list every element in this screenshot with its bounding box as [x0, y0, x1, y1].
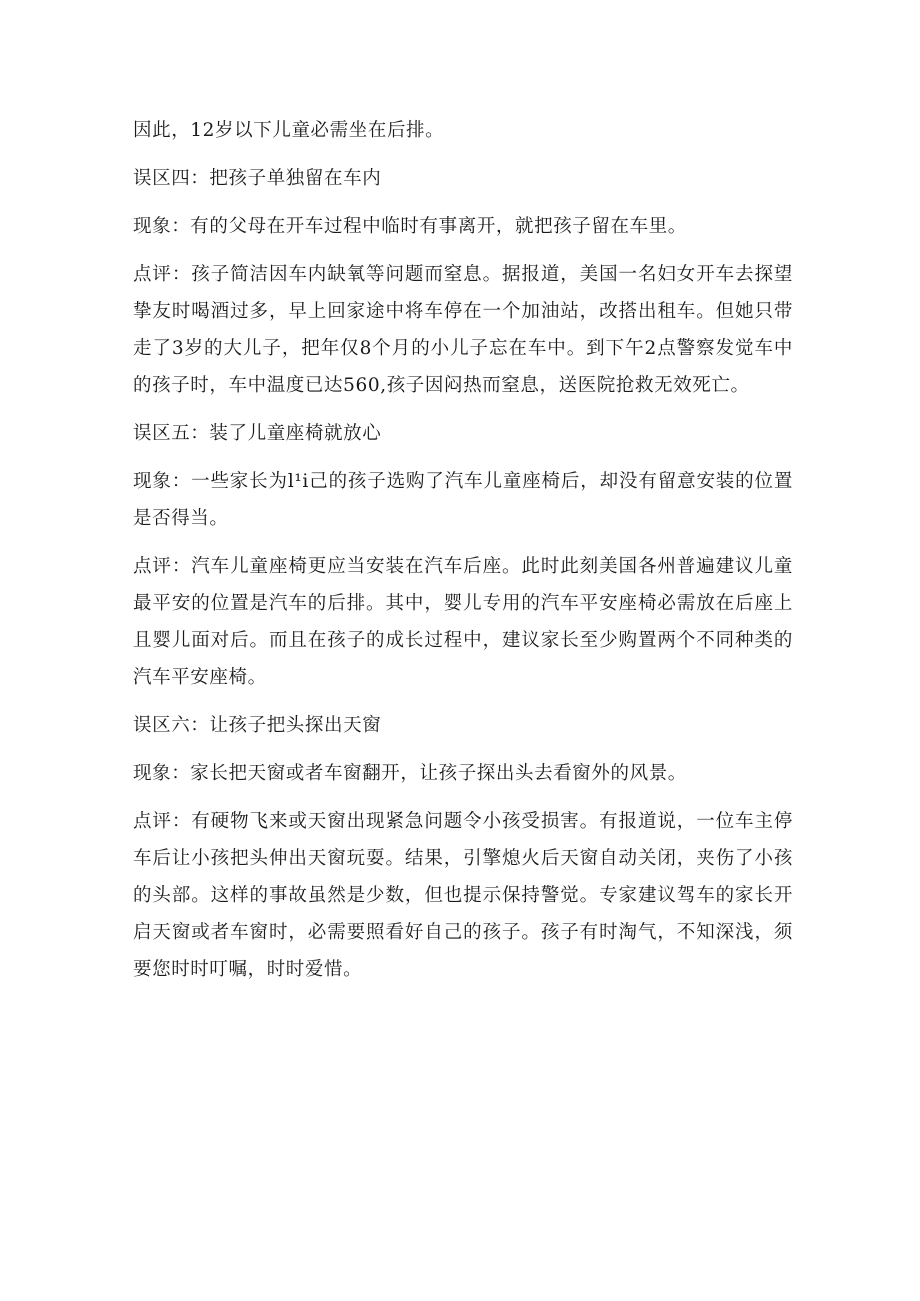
paragraph-phenomenon-five: 现象：一些家长为l¹i己的孩子选购了汽车儿童座椅后，却没有留意安装的位置是否得当。: [133, 471, 793, 529]
paragraph-comment-four: 点评：孩子简洁因车内缺氧等问题而窒息。据报道，美国一名妇女开车去探望挚友时喝酒过多，早上回家途中将车停在一个加油站，改搭出租车。但她只带走了3岁的大儿子，把年仅8个月的小儿子忘在车中。到下午2点警察发觉车中的孩子时，车中温度已达560,孩子因闷热而窒息，送医院抢救无效死亡。: [133, 264, 793, 396]
document-page: [133, 112, 793, 999]
paragraph-conclusion: 因此，12岁以下儿童必需坐在后排。: [133, 120, 445, 141]
paragraph-phenomenon-four: 现象：有的父母在开车过程中临时有事离开，就把孩子留在车里。: [133, 216, 687, 237]
heading-myth-four: 误区四：把孩子单独留在车内: [133, 168, 382, 189]
paragraph-comment-five: 点评：汽车儿童座椅更应当安装在汽车后座。此时此刻美国各州普遍建议儿童最平安的位置是汽车的后排。其中，婴儿专用的汽车平安座椅必需放在后座上且婴儿面对后。而且在孩子的成长过程中，建议家长至少购置两个不同种类的汽车平安座椅。: [133, 556, 793, 688]
heading-myth-five: 误区五：装了儿童座椅就放心: [133, 423, 382, 444]
paragraph-phenomenon-six: 现象：家长把天窗或者车窗翻开，让孩子探出头去看窗外的风景。: [133, 763, 687, 784]
paragraph-comment-six: 点评：有硬物飞来或天窗出现紧急问题令小孩受损害。有报道说，一位车主停车后让小孩把头伸出天窗玩耍。结果，引擎熄火后天窗自动关闭，夹伤了小孩的头部。这样的事故虽然是少数，但也提示保持警觉。专家建议驾车的家长开启天窗或者车窗时，必需要照看好自己的孩子。孩子有时淘气，不知深浅，须要您时时叮嘱，时时爱惜。: [133, 811, 793, 980]
heading-myth-six: 误区六：让孩子把头探出天窗: [133, 715, 382, 736]
